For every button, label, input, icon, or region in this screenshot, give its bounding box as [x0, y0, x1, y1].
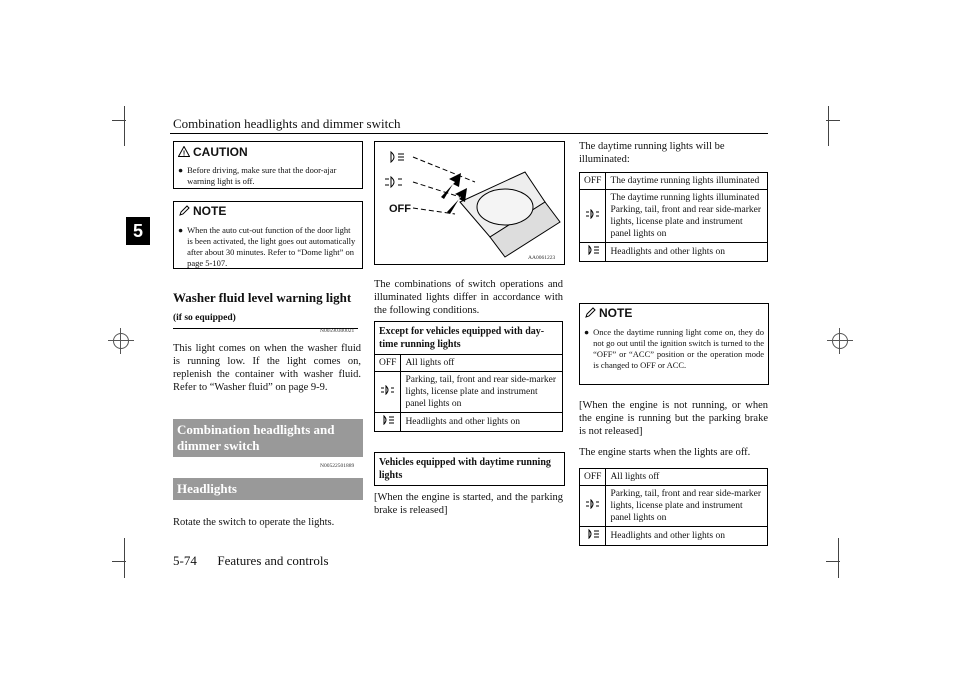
engine-not-running-text: [When the engine is not running, or when the engine is running but the parking brake is not released]: [579, 400, 768, 437]
off-cell: OFF: [580, 469, 606, 486]
doc-code: N00522501889: [320, 463, 355, 469]
registration-mark: [113, 333, 129, 349]
row-text: Parking, tail, front and rear side-marker lights, license plate and instrument panel lights on: [606, 486, 768, 527]
table-3: [579, 468, 768, 546]
pencil-icon: [584, 307, 596, 319]
headlights-body: Rotate the switch to operate the lights.: [173, 517, 335, 528]
table-row: [580, 243, 768, 262]
table-row: [580, 486, 768, 527]
row-text: Parking, tail, front and rear side-marker lights, license plate and instrument panel lights on: [401, 372, 563, 413]
combination-intro: The combinations of switch operations and illuminated lights differ in accordance with the following conditions.: [374, 279, 563, 316]
table-row: [580, 190, 768, 243]
note-label: NOTE: [584, 306, 632, 320]
caution-text: Before driving, make sure that the door-ajar warning light is off.: [187, 165, 337, 186]
bullet-icon: ●: [178, 165, 184, 175]
parking-light-icon: [586, 209, 600, 219]
row-text: Headlights and other lights on: [606, 243, 768, 262]
row-text: All lights off: [606, 469, 768, 486]
table-row: [580, 527, 768, 546]
note-text: Once the daytime running light come on, they do not go out until the ignition switch is turned to the “OFF” or “ACC” position or the operation mode is changed to OFF or ACC.: [593, 327, 764, 370]
off-label: OFF: [389, 203, 411, 215]
off-cell: OFF: [580, 173, 606, 190]
table-row: [375, 372, 563, 413]
washer-heading: Washer fluid level warning light (if so equipped): [173, 289, 358, 329]
section-heading: Combination headlights and dimmer switch: [173, 419, 363, 457]
crop-mark: [124, 538, 125, 578]
page-header-title: Combination headlights and dimmer switch: [173, 116, 401, 131]
page-number: 5-74: [173, 553, 197, 568]
svg-text:!: !: [182, 150, 186, 157]
pencil-icon: [178, 205, 190, 217]
crop-mark: [838, 538, 839, 578]
chapter-tab: 5: [126, 217, 150, 245]
header-rule: [170, 133, 768, 134]
figure-code: AA0061223: [528, 255, 556, 261]
table-row: [580, 173, 768, 190]
table-2: [579, 172, 768, 262]
caution-box: [173, 141, 363, 189]
subsection-heading: Headlights: [173, 478, 363, 500]
crop-mark: [124, 106, 125, 146]
headlight-icon: [381, 415, 395, 425]
bullet-icon: ●: [584, 327, 590, 337]
note-label: NOTE: [178, 204, 226, 218]
parking-light-icon: [586, 499, 600, 509]
engine-started-text: [When the engine is started, and the parking brake is released]: [374, 492, 563, 516]
caution-label: ! CAUTION: [178, 145, 248, 159]
row-text: All lights off: [401, 355, 563, 372]
note-box: [579, 303, 769, 385]
table-1: [374, 321, 563, 432]
washer-body: This light comes on when the washer fluid is running low. If the light comes on, replenish the container with washer fluid. Refer to “Washer fluid” on page 9-9.: [173, 343, 361, 393]
row-text: The daytime running lights illuminated: [606, 173, 768, 190]
row-text: Headlights and other lights on: [606, 527, 768, 546]
table-row: [375, 413, 563, 432]
footer-section: Features and controls: [217, 553, 329, 568]
off-cell: OFF: [375, 355, 401, 372]
headlight-icon: [586, 529, 600, 539]
registration-mark: [832, 333, 848, 349]
table-row: [375, 355, 563, 372]
warning-icon: [178, 146, 190, 157]
except-heading: Except for vehicles equipped with day-time running lights: [374, 321, 563, 354]
page-footer: [173, 553, 329, 569]
row-text: Headlights and other lights on: [401, 413, 563, 432]
table-row: [580, 469, 768, 486]
note-text: When the auto cut-out function of the door light is been activated, the light goes out automatically after about 30 minutes. Refer to “Dome light” on page 5-107.: [187, 225, 356, 268]
drl-intro: The daytime running lights will be illuminated:: [579, 141, 725, 165]
switch-figure: [374, 141, 565, 265]
drl-heading: Vehicles equipped with daytime running lights: [374, 452, 565, 486]
note-box: [173, 201, 363, 269]
engine-starts-text: The engine starts when the lights are off.: [579, 447, 751, 458]
bullet-icon: ●: [178, 225, 184, 235]
crop-mark: [828, 106, 829, 146]
headlight-icon: [586, 245, 600, 255]
row-text: The daytime running lights illuminated Parking, tail, front and rear side-marker lights, license plate and instrument panel lights on: [606, 190, 768, 243]
doc-code: N00590300021: [320, 328, 355, 334]
parking-light-icon: [381, 385, 395, 395]
